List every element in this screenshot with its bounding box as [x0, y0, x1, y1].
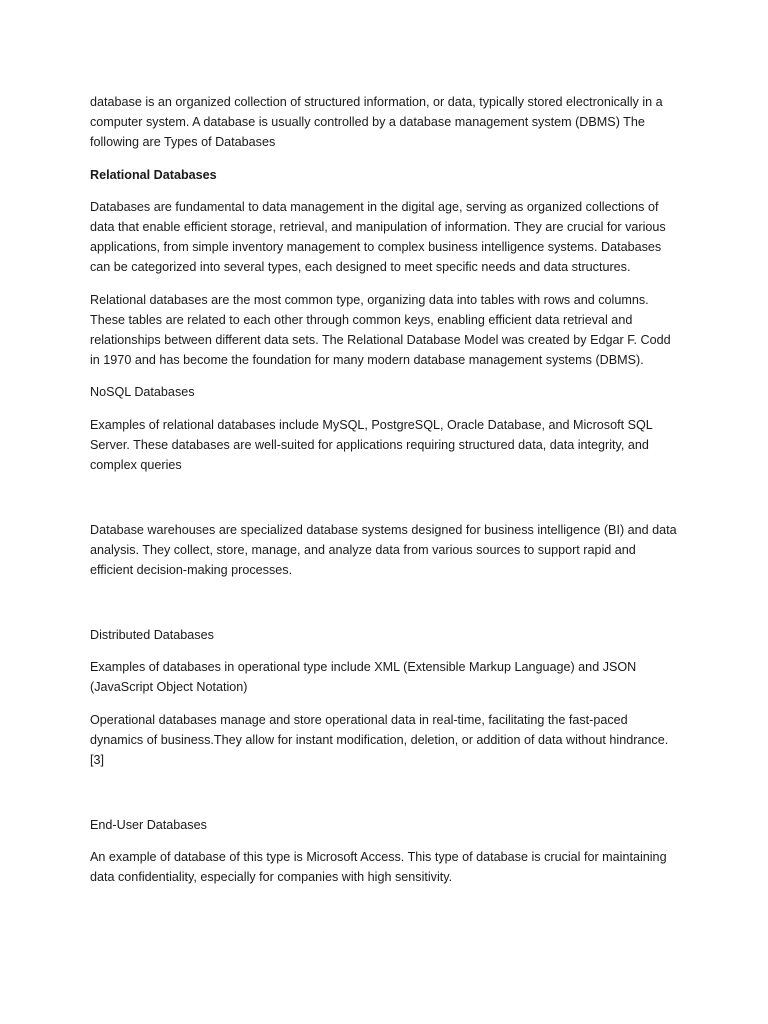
- intro-paragraph: database is an organized collection of structured information, or data, typically stored electronically in a computer system. A database is usually controlled by a database management system (DBMS) The following are Types of Databases: [90, 95, 663, 149]
- paragraph-relational-databases: Relational databases are the most common type, organizing data into tables with rows and columns. These tables are related to each other through common keys, enabling efficient data retrieval and relationships between different data sets. The Relational Database Model was created by Edgar F. Codd in 1970 and has become the foundation for many modern database management systems (DBMS).: [90, 292, 671, 367]
- heading-relational-databases: Relational Databases: [90, 167, 217, 182]
- paragraph-database-warehouses: Database warehouses are specialized database systems designed for business intelligence (BI) and data analysis. They collect, store, manage, and analyze data from various sources to support rapid and efficient decision-making processes.: [90, 522, 677, 577]
- heading-distributed-databases: Distributed Databases: [90, 627, 214, 642]
- heading-nosql-databases: NoSQL Databases: [90, 385, 195, 399]
- paragraph-operational-databases: Operational databases manage and store operational data in real-time, facilitating the fast-paced dynamics of business.They allow for instant modification, deletion, or addition of data without hindrance.[3]: [90, 712, 669, 767]
- heading-end-user-databases: End-User Databases: [90, 817, 207, 832]
- document-body: [90, 92, 682, 887]
- paragraph-operational-examples: Examples of databases in operational type include XML (Extensible Markup Language) and JSON (JavaScript Object Notation): [90, 660, 637, 694]
- paragraph-databases-fundamental: Databases are fundamental to data management in the digital age, serving as organized collections of data that enable efficient storage, retrieval, and manipulation of information. They are crucial for various applications, from simple inventory management to complex business intelligence systems. Databases can be categorized into several types, each designed to meet specific needs and data structures.: [90, 200, 666, 274]
- paragraph-end-user-example: An example of database of this type is Microsoft Access. This type of database is crucial for maintaining data confidentiality, especially for companies with high sensitivity.: [90, 850, 667, 884]
- paragraph-relational-examples: Examples of relational databases include MySQL, PostgreSQL, Oracle Database, and Microsoft SQL Server. These databases are well-suited for applications requiring structured data, data integrity, and complex queries: [90, 417, 653, 472]
